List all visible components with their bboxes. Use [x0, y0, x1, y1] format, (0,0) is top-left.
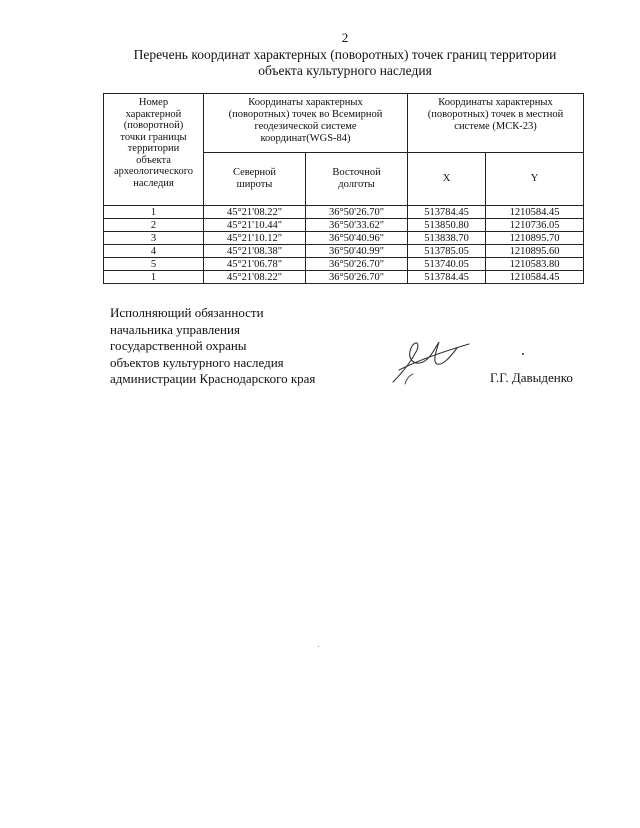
table-row	[104, 271, 584, 284]
position-line: Исполняющий обязанности	[110, 305, 264, 320]
cell-longitude: 36°50'26.70"	[306, 206, 408, 219]
cell-y: 1210895.70	[486, 232, 584, 245]
cell-point-number: 1	[104, 206, 204, 219]
cell-y: 1210736.05	[486, 219, 584, 232]
cell-longitude: 36°50'40.96"	[306, 232, 408, 245]
cell-x: 513850.80	[408, 219, 486, 232]
position-line: государственной охраны	[110, 338, 247, 353]
cell-x: 513838.70	[408, 232, 486, 245]
cell-latitude: 45°21'08.22"	[204, 206, 306, 219]
signatory-position	[110, 305, 315, 388]
table-row	[104, 206, 584, 219]
header-north-latitude: Северной широты	[204, 153, 306, 206]
cell-x: 513784.45	[408, 206, 486, 219]
cell-latitude: 45°21'10.12"	[204, 232, 306, 245]
table-row	[104, 232, 584, 245]
cell-longitude: 36°50'40.99"	[306, 245, 408, 258]
cell-y: 1210895.60	[486, 245, 584, 258]
cell-point-number: 2	[104, 219, 204, 232]
cell-x: 513740.05	[408, 258, 486, 271]
table-row	[104, 245, 584, 258]
cell-y: 1210583.80	[486, 258, 584, 271]
position-line: администрации Краснодарского края	[110, 371, 316, 386]
cell-latitude: 45°21'08.22"	[204, 271, 306, 284]
title-line-1: Перечень координат характерных (поворотных) точек границ территории	[133, 47, 557, 62]
cell-y: 1210584.45	[486, 206, 584, 219]
cell-point-number: 3	[104, 232, 204, 245]
cell-latitude: 45°21'06.78"	[204, 258, 306, 271]
cell-y: 1210584.45	[486, 271, 584, 284]
page-number: 2	[341, 30, 349, 45]
table-row	[104, 258, 584, 271]
scan-speck	[318, 646, 319, 647]
cell-longitude: 36°50'26.70"	[306, 271, 408, 284]
cell-x: 513784.45	[408, 271, 486, 284]
position-line: начальника управления	[110, 321, 240, 337]
cell-point-number: 5	[104, 258, 204, 271]
header-msk23: Координаты характерных (поворотных) точек в местной системе (МСК-23)	[408, 94, 584, 153]
cell-point-number: 4	[104, 245, 204, 258]
table-row	[104, 219, 584, 232]
cell-point-number: 1	[104, 271, 204, 284]
document-title	[110, 47, 580, 79]
header-x: X	[408, 153, 486, 206]
ink-dot	[522, 353, 524, 355]
title-line-2: объекта культурного наследия	[258, 63, 432, 78]
cell-latitude: 45°21'08.38"	[204, 245, 306, 258]
header-wgs84: Координаты характерных (поворотных) точек во Всемирной геодезической системе координат(WGS-84)	[204, 94, 408, 153]
header-east-longitude: Восточной долготы	[306, 153, 408, 206]
cell-x: 513785.05	[408, 245, 486, 258]
cell-latitude: 45°21'10.44"	[204, 219, 306, 232]
position-line: объектов культурного наследия	[110, 354, 284, 370]
header-point-number: Номер характерной (поворотной) точки границы территории объекта археологического наследия	[104, 94, 204, 206]
coordinates-table	[103, 93, 584, 284]
cell-longitude: 36°50'26.70"	[306, 258, 408, 271]
signatory-name: Г.Г. Давыденко	[490, 370, 573, 385]
handwritten-signature	[385, 332, 475, 387]
table-header-row	[104, 94, 584, 153]
cell-longitude: 36°50'33.62"	[306, 219, 408, 232]
header-y: Y	[486, 153, 584, 206]
